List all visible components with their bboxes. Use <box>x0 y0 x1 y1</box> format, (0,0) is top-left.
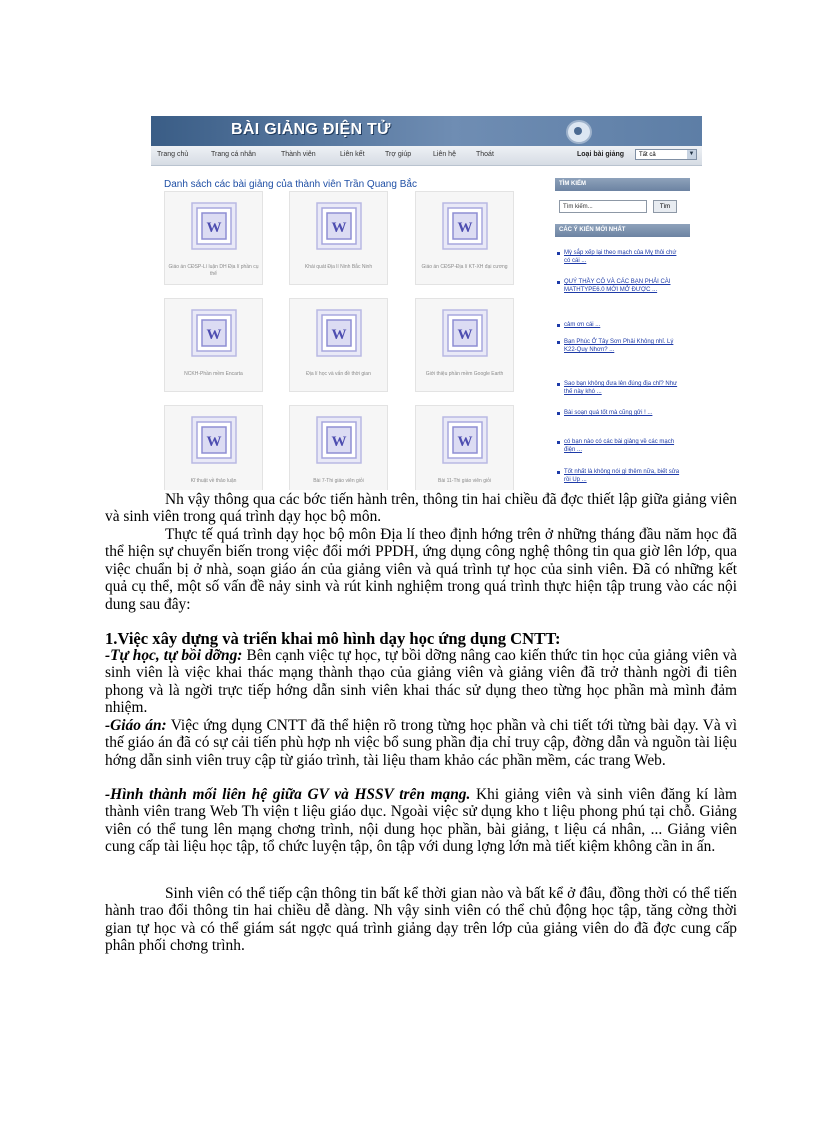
lecture-tile[interactable] <box>415 405 514 490</box>
lecture-tile[interactable] <box>164 191 263 285</box>
lesson-plan-text: Việc ứng dụng CNTT đã thể hiện rõ trong từng học phần và chi tiết tới từng bài dạy. Và vì thế giáo án đã có sự cải tiến phù hợp nh việc bổ sung phần địa chỉ truy cập, đờng dẫn và nguồn tài liệu hớng dẫn sinh viên truy cập từ giáo trình, tài liệu tham khảo các phần mềm, các trang Web. <box>105 717 737 769</box>
chevron-down-icon: ▼ <box>688 151 695 157</box>
bullet-icon <box>557 383 560 386</box>
lecture-tile-caption: NCKH-Phần mềm Encarta <box>184 371 243 377</box>
online-relation-text: Khi giảng viên và sinh viên đăng kí làm thành viên trang Web Th viện t liệu giáo dục. Ngoài việc sử dụng kho t liệu phong phú tại chỗ. Giảng viên có thể tung lên mạng chơng trình, nội dung học phần, bài giảng, t liệu cá nhân, ... Giảng viên cung cấp tài liệu học tập, tổ chức luyện tập, ôn tập với dung lợng lớn mà tiết kiệm không cần in ấn. <box>105 786 737 856</box>
bullet-icon <box>557 324 560 327</box>
website-screenshot <box>151 116 702 490</box>
recent-comment-link[interactable]: Mỳ sắp xếp lại theo mạch của Mỵ thôi chứ có cái ... <box>564 250 677 264</box>
lecture-tile-caption: Khái quát Địa lí Ninh Bắc Ninh <box>304 264 373 270</box>
svg-text:W: W <box>457 220 473 236</box>
svg-text:W: W <box>206 327 222 343</box>
svg-text:W: W <box>331 434 347 450</box>
nav-personal[interactable]: Trang cá nhân <box>211 151 256 158</box>
recent-comment-link[interactable]: Bài soạn quá tốt mà cũng gửi ! ... <box>564 410 653 416</box>
recent-comment-link[interactable]: Sao bạn không đưa lên đúng địa chỉ? Như thế này khó ... <box>564 381 678 395</box>
word-document-icon <box>441 201 489 251</box>
bullet-icon <box>557 412 560 415</box>
nav-home[interactable]: Trang chủ <box>157 151 189 158</box>
nav-bar <box>151 146 702 166</box>
nav-contact[interactable]: Liên hệ <box>433 151 456 158</box>
bullet-icon <box>557 471 560 474</box>
bullet-icon <box>557 252 560 255</box>
self-study-label: -Tự học, tự bồi dỡng: <box>105 647 243 664</box>
lecture-list-title: Danh sách các bài giảng của thành viên Trần Quang Bắc <box>164 179 417 190</box>
nav-help[interactable]: Trợ giúp <box>385 151 412 158</box>
word-document-icon <box>315 415 363 465</box>
search-input[interactable]: Tìm kiếm... <box>559 200 647 213</box>
svg-text:W: W <box>331 220 347 236</box>
lecture-tile-caption: Kĩ thuật về thảo luận <box>190 478 237 484</box>
lecture-tile[interactable] <box>415 191 514 285</box>
lecture-type-label: Loại bài giảng <box>577 151 625 158</box>
paragraph-lesson-plan <box>105 717 737 769</box>
lecture-tile-caption: Bài 11-Thi giáo viên giỏi <box>438 478 491 484</box>
lecture-type-value: Tất cả <box>639 152 656 158</box>
lecture-tile[interactable] <box>164 405 263 490</box>
bullet-icon <box>557 341 560 344</box>
lecture-tile[interactable] <box>164 298 263 392</box>
lecture-tile[interactable] <box>289 191 388 285</box>
paragraph-online-relation <box>105 786 737 856</box>
bullet-icon <box>557 441 560 444</box>
self-study-text: Bên cạnh việc tự học, tự bồi dỡng nâng cao kiến thức tin học của giảng viên và sinh viên là việc khai thác mạng thành thạo của giảng viên và giảng viên đã trở thành ngời đi tiên phong và là ngời trực tiếp hớng dẫn sinh viên khai thác sử dụng theo từng học phần mà mình đảm nhiệm. <box>105 647 737 717</box>
search-button[interactable]: Tìm <box>653 200 677 213</box>
svg-text:W: W <box>331 327 347 343</box>
lecture-tile[interactable] <box>415 298 514 392</box>
recent-comment-link[interactable]: có bạn nào có các bài giảng về các mạch điện ... <box>564 439 675 453</box>
recent-comment-link[interactable]: QUÝ THẦY CÔ VÀ CÁC BẠN PHẢI CÀI MATHTYPE6.0 MỚI MỞ ĐƯỢC ... <box>564 279 671 293</box>
bullet-icon <box>557 281 560 284</box>
word-document-icon <box>441 415 489 465</box>
nav-members[interactable]: Thành viên <box>281 151 316 158</box>
word-document-icon <box>315 308 363 358</box>
recent-comment-link[interactable]: cảm ơn cái ... <box>564 322 601 328</box>
lecture-tile[interactable] <box>289 298 388 392</box>
search-panel-header: TÌM KIẾM <box>555 178 690 191</box>
word-document-icon <box>190 201 238 251</box>
recent-comments-header: CÁC Ý KIẾN MỚI NHẤT <box>555 224 690 237</box>
lecture-tile[interactable] <box>289 405 388 490</box>
lecture-tile-caption: Địa lí học và vấn đề thời gian <box>306 371 371 377</box>
word-document-icon <box>315 201 363 251</box>
paragraph-self-study <box>105 647 737 717</box>
svg-text:W: W <box>206 434 222 450</box>
lecture-tile-caption: Giới thiệu phần mềm Google Earth <box>425 371 504 377</box>
lecture-tile-caption: Giáo án CĐSP-Địa lí KT-XH đại cương <box>421 264 508 270</box>
lesson-plan-label: -Giáo án: <box>105 717 167 734</box>
svg-text:W: W <box>457 434 473 450</box>
word-document-icon <box>190 308 238 358</box>
section-heading: 1.Việc xây dựng và triển khai mô hình dạy học ứng dụng CNTT: <box>105 629 561 648</box>
lecture-tile-caption: Bài 7-Thi giáo viên giỏi <box>313 478 364 484</box>
site-title: BÀI GIẢNG ĐIỆN TỬ <box>231 121 391 138</box>
word-document-icon <box>441 308 489 358</box>
word-document-icon <box>190 415 238 465</box>
recent-comment-link[interactable]: Tốt nhất là không nói gì thêm nữa, biết sửa rồi Up ... <box>564 469 680 483</box>
svg-text:W: W <box>206 220 222 236</box>
nav-logout[interactable]: Thoát <box>476 151 494 158</box>
online-relation-label: -Hình thành mối liên hệ giữa GV và HSSV trên mạng. <box>105 786 471 803</box>
paragraph-1: Nh vậy thông qua các bớc tiến hành trên, thông tin hai chiều đã đợc thiết lập giữa giảng viên và sinh viên trong quá trình dạy học bộ môn. <box>105 491 737 526</box>
lecture-tile-caption: Giáo án CĐSP-Lí luận DH Địa lí phần cụ thể <box>168 264 259 277</box>
logo-icon <box>566 120 592 144</box>
recent-comment-link[interactable]: Bạn Phúc Ở Tây Sơn Phải Không nhỉ. Lý K22-Quy Nhơn? ... <box>564 339 674 353</box>
paragraph-2: Thực tế quá trình dạy học bộ môn Địa lí theo định hớng trên ở những tháng đầu năm học đã thể hiện sự chuyển biến trong việc đổi mới PPDH, ứng dụng công nghệ thông tin qua giờ lên lớp, qua việc chuẩn bị ở nhà, soạn giáo án của giảng viên và quá trình tự học của sinh viên. Đã có những kết quả cụ thể, một số vấn đề nảy sinh và rút kinh nghiệm trong quá trình thực hiện tập trung vào các nội dung sau đây: <box>105 526 737 613</box>
paragraph-6: Sinh viên có thể tiếp cận thông tin bất kể thời gian nào và bất kể ở đâu, đồng thời có thể tiến hành trao đổi thông tin hai chiều dễ dàng. Nh vậy sinh viên có thể chủ động học tập, tăng cờng thời gian tự học và có thể giám sát ngợc quá trình giảng dạy trên lớp của giảng viên do đã đợc cung cấp phân phối chơng trình. <box>105 885 737 955</box>
nav-links[interactable]: Liên kết <box>340 151 365 158</box>
site-banner <box>151 116 702 146</box>
svg-text:W: W <box>457 327 473 343</box>
lecture-type-select[interactable] <box>635 149 697 160</box>
